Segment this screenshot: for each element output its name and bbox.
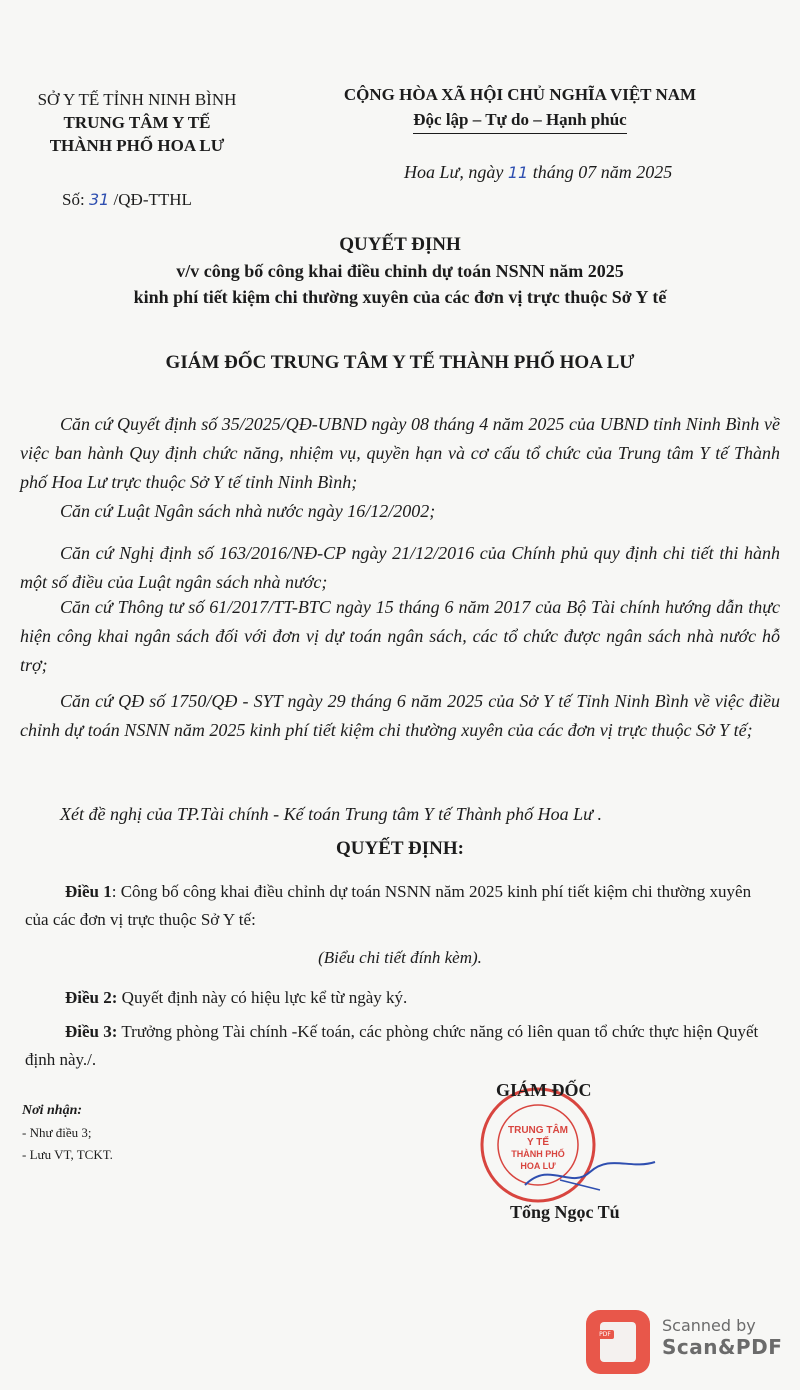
article-3: Điều 3: Trưởng phòng Tài chính -Kế toán, các phòng chức năng có liên quan tổ chức thực hiện Quyết định này./.: [25, 1022, 759, 1069]
handwritten-signature: [520, 1150, 660, 1200]
signer-title: GIÁM ĐỐC: [496, 1080, 592, 1100]
date-day-handwritten: 11: [507, 163, 529, 182]
basis-paragraph-5: Căn cứ QĐ số 1750/QĐ - SYT ngày 29 tháng 6 năm 2025 của Sở Y tế Tỉnh Ninh Bình về việc điều chỉnh dự toán NSNN năm 2025 kinh phí tiết kiệm chi thường xuyên của các đơn vị trực thuộc Sở Y tế;: [20, 691, 780, 740]
recipients-heading: Nơi nhận:: [22, 1103, 83, 1118]
title-main: QUYẾT ĐỊNH: [339, 234, 461, 255]
pdf-scanner-icon: [586, 1310, 650, 1374]
article-2: Điều 2: Quyết định này có hiệu lực kể từ ngày ký.: [65, 988, 408, 1007]
watermark-line2: Scan&PDF: [662, 1335, 783, 1359]
scan-watermark: [586, 1310, 783, 1376]
detail-attachment-note: (Biểu chi tiết đính kèm).: [318, 948, 482, 967]
decision-heading: QUYẾT ĐỊNH:: [336, 838, 464, 859]
basis-paragraph-4: Căn cứ Thông tư số 61/2017/TT-BTC ngày 15 tháng 6 năm 2017 của Bộ Tài chính hướng dẫn thực hiện công khai ngân sách đối với đơn vị dự toán ngân sách, các tổ chức được ngân sách nhà nước hỗ trợ;: [20, 597, 780, 675]
watermark-line1: Scanned by: [662, 1316, 756, 1335]
signer-name: Tống Ngọc Tú: [510, 1202, 620, 1222]
issuing-agency-header: [22, 88, 252, 157]
title-subject-line2: kinh phí tiết kiệm chi thường xuyên của các đơn vị trực thuộc Sở Y tế: [133, 287, 667, 307]
watermark-text: [662, 1316, 782, 1359]
basis-paragraph-3: Căn cứ Nghị định số 163/2016/NĐ-CP ngày 21/12/2016 của Chính phủ quy định chi tiết thi hành một số điều của Luật ngân sách nhà nước;: [20, 543, 780, 592]
recipient-item: - Lưu VT, TCKT.: [22, 1147, 113, 1162]
document-number: [62, 190, 192, 210]
basis-paragraph-2: Căn cứ Luật Ngân sách nhà nước ngày 16/12/2002;: [60, 501, 436, 521]
svg-text:TRUNG TÂM: TRUNG TÂM: [508, 1125, 568, 1136]
agency-name-line2: THÀNH PHỐ HOA LƯ: [49, 136, 225, 155]
recipient-item: - Như điều 3;: [22, 1125, 92, 1140]
svg-text:Y TẾ: Y TẾ: [526, 1137, 550, 1148]
national-header: [305, 82, 735, 134]
document-title: [30, 232, 770, 310]
svg-text:THÀNH PHỐ: THÀNH PHỐ: [511, 1149, 565, 1159]
pdf-tag: PDF: [596, 1330, 614, 1339]
basis-paragraph-6: Xét đề nghị của TP.Tài chính - Kế toán Trung tâm Y tế Thành phố Hoa Lư .: [60, 804, 603, 824]
national-motto: Độc lập – Tự do – Hạnh phúc: [413, 107, 626, 134]
country-name: CỘNG HÒA XÃ HỘI CHỦ NGHĨA VIỆT NAM: [343, 85, 697, 104]
authority-heading: GIÁM ĐỐC TRUNG TÂM Y TẾ THÀNH PHỐ HOA LƯ: [165, 352, 635, 373]
svg-text:HOA LƯ: HOA LƯ: [520, 1161, 556, 1171]
article-1: Điều 1: Công bố công khai điều chỉnh dự toán NSNN năm 2025 kinh phí tiết kiệm chi thường xuyên của các đơn vị trực thuộc Sở Y tế:: [25, 882, 752, 929]
doc-number-handwritten: 31: [88, 190, 110, 209]
parent-agency: SỞ Y TẾ TỈNH NINH BÌNH: [37, 90, 237, 109]
doc-number-suffix: /QĐ-TTHL: [113, 190, 192, 209]
recipients-block: [22, 1100, 113, 1166]
doc-number-prefix: Số:: [62, 190, 85, 209]
basis-paragraph-1: Căn cứ Quyết định số 35/2025/QĐ-UBND ngày 08 tháng 4 năm 2025 của UBND tỉnh Ninh Bình về việc ban hành Quy định chức năng, nhiệm vụ, quyền hạn và cơ cấu tổ chức của Trung tâm Y tế Thành phố Hoa Lư trực thuộc Sở Y tế tỉnh Ninh Bình;: [20, 414, 780, 492]
date-month-year: tháng 07 năm 2025: [532, 162, 673, 182]
date-place: Hoa Lư, ngày: [404, 162, 504, 182]
title-subject-line1: v/v công bố công khai điều chỉnh dự toán NSNN năm 2025: [176, 261, 624, 281]
agency-name-line1: TRUNG TÂM Y TẾ: [63, 113, 211, 132]
issue-date: [404, 162, 672, 183]
